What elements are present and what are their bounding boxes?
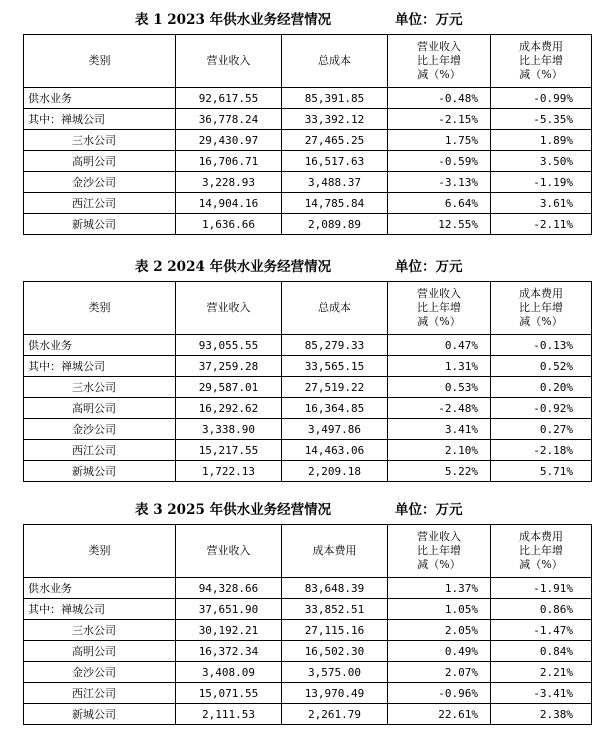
table-row	[24, 599, 592, 620]
table-row	[24, 172, 592, 193]
table-row	[24, 662, 592, 683]
cell-cost: 2,261.79	[282, 704, 388, 725]
cell-category: 西江公司	[24, 440, 176, 461]
cell-revenue-change: -2.15%	[388, 109, 491, 130]
cell-cost-change: 2.38%	[491, 704, 592, 725]
table-row	[24, 704, 592, 725]
header-revenue-change-line: 营业收入	[417, 530, 461, 543]
cell-revenue: 16,372.34	[176, 641, 282, 662]
cell-cost-change: -2.11%	[491, 214, 592, 235]
table-unit: 单位：万元	[395, 12, 463, 28]
table-row	[24, 356, 592, 377]
data-table	[23, 34, 592, 235]
cell-cost: 85,279.33	[282, 335, 388, 356]
cell-cost: 16,364.85	[282, 398, 388, 419]
header-revenue	[176, 282, 282, 335]
cell-revenue: 3,228.93	[176, 172, 282, 193]
table-row	[24, 461, 592, 482]
cell-category: 金沙公司	[24, 419, 176, 440]
cell-revenue: 30,192.21	[176, 620, 282, 641]
cell-cost: 3,497.86	[282, 419, 388, 440]
cell-category: 三水公司	[24, 620, 176, 641]
cell-cost-change: -1.91%	[491, 578, 592, 599]
cell-revenue-change: 3.41%	[388, 419, 491, 440]
cell-cost-change: -0.13%	[491, 335, 592, 356]
cell-revenue-change: 0.47%	[388, 335, 491, 356]
cell-cost-change: 3.50%	[491, 151, 592, 172]
cell-revenue: 14,904.16	[176, 193, 282, 214]
cell-revenue-change: 2.05%	[388, 620, 491, 641]
table-title: 表 3 2025 年供水业务经营情况	[135, 502, 332, 518]
cell-cost: 14,463.06	[282, 440, 388, 461]
cell-cost: 2,089.89	[282, 214, 388, 235]
cell-revenue: 16,706.71	[176, 151, 282, 172]
cell-category: 供水业务	[24, 578, 176, 599]
table-unit: 单位：万元	[395, 502, 463, 518]
table-row	[24, 214, 592, 235]
cell-category: 供水业务	[24, 335, 176, 356]
cell-revenue: 1,636.66	[176, 214, 282, 235]
cell-cost-change: -0.99%	[491, 88, 592, 109]
header-row	[24, 35, 592, 88]
header-revenue-change-line: 减（%）	[417, 68, 461, 81]
header-revenue-text: 营业收入	[206, 54, 251, 67]
cell-cost-change: -5.35%	[491, 109, 592, 130]
header-revenue-change	[388, 525, 491, 578]
header-cost-text: 成本费用	[312, 544, 357, 557]
cell-category: 其中：禅城公司	[24, 599, 176, 620]
cell-category: 其中：禅城公司	[24, 109, 176, 130]
header-row	[24, 525, 592, 578]
cell-category: 西江公司	[24, 683, 176, 704]
cell-revenue-change: 2.10%	[388, 440, 491, 461]
cell-cost-change: 2.21%	[491, 662, 592, 683]
header-revenue	[176, 525, 282, 578]
header-revenue-text: 营业收入	[206, 544, 251, 557]
cell-cost-change: -3.41%	[491, 683, 592, 704]
cell-revenue: 37,651.90	[176, 599, 282, 620]
header-cost-change	[491, 525, 592, 578]
cell-category: 高明公司	[24, 641, 176, 662]
table-row	[24, 419, 592, 440]
cell-revenue-change: -0.96%	[388, 683, 491, 704]
cell-revenue-change: 1.05%	[388, 599, 491, 620]
cell-cost-change: 0.52%	[491, 356, 592, 377]
cell-cost: 33,392.12	[282, 109, 388, 130]
cell-cost-change: -1.47%	[491, 620, 592, 641]
table-row	[24, 130, 592, 151]
cell-cost: 33,565.15	[282, 356, 388, 377]
cell-cost: 83,648.39	[282, 578, 388, 599]
cell-revenue: 15,071.55	[176, 683, 282, 704]
cell-category: 三水公司	[24, 130, 176, 151]
header-revenue-change-line: 比上年增	[417, 544, 461, 557]
header-revenue-change-line: 比上年增	[417, 301, 461, 314]
cell-category: 西江公司	[24, 193, 176, 214]
cell-category: 新城公司	[24, 214, 176, 235]
cell-cost: 14,785.84	[282, 193, 388, 214]
cell-cost-change: 3.61%	[491, 193, 592, 214]
table-row	[24, 377, 592, 398]
table-row	[24, 398, 592, 419]
cell-cost-change: -0.92%	[491, 398, 592, 419]
cell-revenue: 15,217.55	[176, 440, 282, 461]
header-cost-change-line: 成本费用	[519, 40, 563, 53]
cell-cost-change: 0.86%	[491, 599, 592, 620]
cell-cost-change: 0.27%	[491, 419, 592, 440]
header-cost-change-line: 减（%）	[519, 68, 563, 81]
cell-revenue-change: 1.31%	[388, 356, 491, 377]
header-cost	[282, 35, 388, 88]
header-revenue-change-line: 减（%）	[417, 558, 461, 571]
header-cost-change-line: 减（%）	[519, 558, 563, 571]
header-cost-change-line: 减（%）	[519, 315, 563, 328]
header-cost-change-line: 比上年增	[519, 54, 563, 67]
cell-cost: 3,488.37	[282, 172, 388, 193]
header-revenue-change-line: 比上年增	[417, 54, 461, 67]
table-caption	[23, 257, 591, 277]
table-row	[24, 578, 592, 599]
table-title: 表 2 2024 年供水业务经营情况	[135, 259, 332, 275]
header-category	[24, 282, 176, 335]
cell-cost: 3,575.00	[282, 662, 388, 683]
cell-revenue: 3,338.90	[176, 419, 282, 440]
data-table	[23, 281, 592, 482]
cell-revenue: 94,328.66	[176, 578, 282, 599]
cell-category: 金沙公司	[24, 172, 176, 193]
cell-cost-change: -1.19%	[491, 172, 592, 193]
cell-category: 新城公司	[24, 461, 176, 482]
header-cost	[282, 525, 388, 578]
cell-cost-change: 5.71%	[491, 461, 592, 482]
table-row	[24, 335, 592, 356]
header-category	[24, 525, 176, 578]
cell-revenue: 93,055.55	[176, 335, 282, 356]
cell-cost-change: 0.84%	[491, 641, 592, 662]
cell-category: 金沙公司	[24, 662, 176, 683]
table-unit: 单位：万元	[395, 259, 463, 275]
table-row	[24, 440, 592, 461]
header-cost	[282, 282, 388, 335]
cell-revenue: 3,408.09	[176, 662, 282, 683]
cell-revenue-change: 0.49%	[388, 641, 491, 662]
cell-category: 其中：禅城公司	[24, 356, 176, 377]
header-revenue	[176, 35, 282, 88]
header-category	[24, 35, 176, 88]
cell-category: 新城公司	[24, 704, 176, 725]
header-category-text: 类别	[88, 301, 111, 314]
cell-revenue-change: -2.48%	[388, 398, 491, 419]
table-row	[24, 109, 592, 130]
cell-revenue-change: 22.61%	[388, 704, 491, 725]
cell-revenue-change: -0.59%	[388, 151, 491, 172]
table-row	[24, 151, 592, 172]
table-caption	[23, 10, 591, 30]
cell-revenue-change: 1.37%	[388, 578, 491, 599]
header-revenue-change-line: 减（%）	[417, 315, 461, 328]
header-revenue-change	[388, 35, 491, 88]
cell-revenue: 16,292.62	[176, 398, 282, 419]
cell-cost: 16,517.63	[282, 151, 388, 172]
cell-revenue-change: -0.48%	[388, 88, 491, 109]
cell-revenue-change: 12.55%	[388, 214, 491, 235]
cell-revenue: 29,587.01	[176, 377, 282, 398]
header-cost-change-line: 成本费用	[519, 530, 563, 543]
cell-cost: 2,209.18	[282, 461, 388, 482]
header-cost-change	[491, 282, 592, 335]
cell-revenue-change: 0.53%	[388, 377, 491, 398]
table-row	[24, 193, 592, 214]
header-revenue-change-line: 营业收入	[417, 40, 461, 53]
table-row	[24, 88, 592, 109]
cell-category: 三水公司	[24, 377, 176, 398]
cell-cost: 16,502.30	[282, 641, 388, 662]
header-revenue-text: 营业收入	[206, 301, 251, 314]
cell-revenue-change: 6.64%	[388, 193, 491, 214]
cell-revenue: 29,430.97	[176, 130, 282, 151]
cell-revenue-change: -3.13%	[388, 172, 491, 193]
cell-cost: 27,519.22	[282, 377, 388, 398]
cell-revenue-change: 2.07%	[388, 662, 491, 683]
cell-revenue-change: 1.75%	[388, 130, 491, 151]
header-cost-change-line: 成本费用	[519, 287, 563, 300]
cell-cost: 27,465.25	[282, 130, 388, 151]
cell-category: 高明公司	[24, 151, 176, 172]
cell-revenue: 2,111.53	[176, 704, 282, 725]
cell-cost: 85,391.85	[282, 88, 388, 109]
header-revenue-change	[388, 282, 491, 335]
table-caption	[23, 500, 591, 520]
header-cost-change-line: 比上年增	[519, 544, 563, 557]
cell-category: 供水业务	[24, 88, 176, 109]
cell-cost-change: -2.18%	[491, 440, 592, 461]
table-row	[24, 683, 592, 704]
cell-cost-change: 0.20%	[491, 377, 592, 398]
cell-revenue-change: 5.22%	[388, 461, 491, 482]
table-title: 表 1 2023 年供水业务经营情况	[135, 12, 332, 28]
data-table	[23, 524, 592, 725]
cell-cost-change: 1.89%	[491, 130, 592, 151]
cell-cost: 33,852.51	[282, 599, 388, 620]
header-category-text: 类别	[88, 544, 111, 557]
header-cost-text: 总成本	[318, 54, 351, 67]
header-cost-change-line: 比上年增	[519, 301, 563, 314]
cell-revenue: 92,617.55	[176, 88, 282, 109]
table-row	[24, 641, 592, 662]
header-cost-text: 总成本	[318, 301, 351, 314]
cell-category: 高明公司	[24, 398, 176, 419]
cell-revenue: 1,722.13	[176, 461, 282, 482]
header-revenue-change-line: 营业收入	[417, 287, 461, 300]
cell-revenue: 36,778.24	[176, 109, 282, 130]
cell-revenue: 37,259.28	[176, 356, 282, 377]
header-cost-change	[491, 35, 592, 88]
header-category-text: 类别	[88, 54, 111, 67]
cell-cost: 13,970.49	[282, 683, 388, 704]
cell-cost: 27,115.16	[282, 620, 388, 641]
header-row	[24, 282, 592, 335]
table-row	[24, 620, 592, 641]
